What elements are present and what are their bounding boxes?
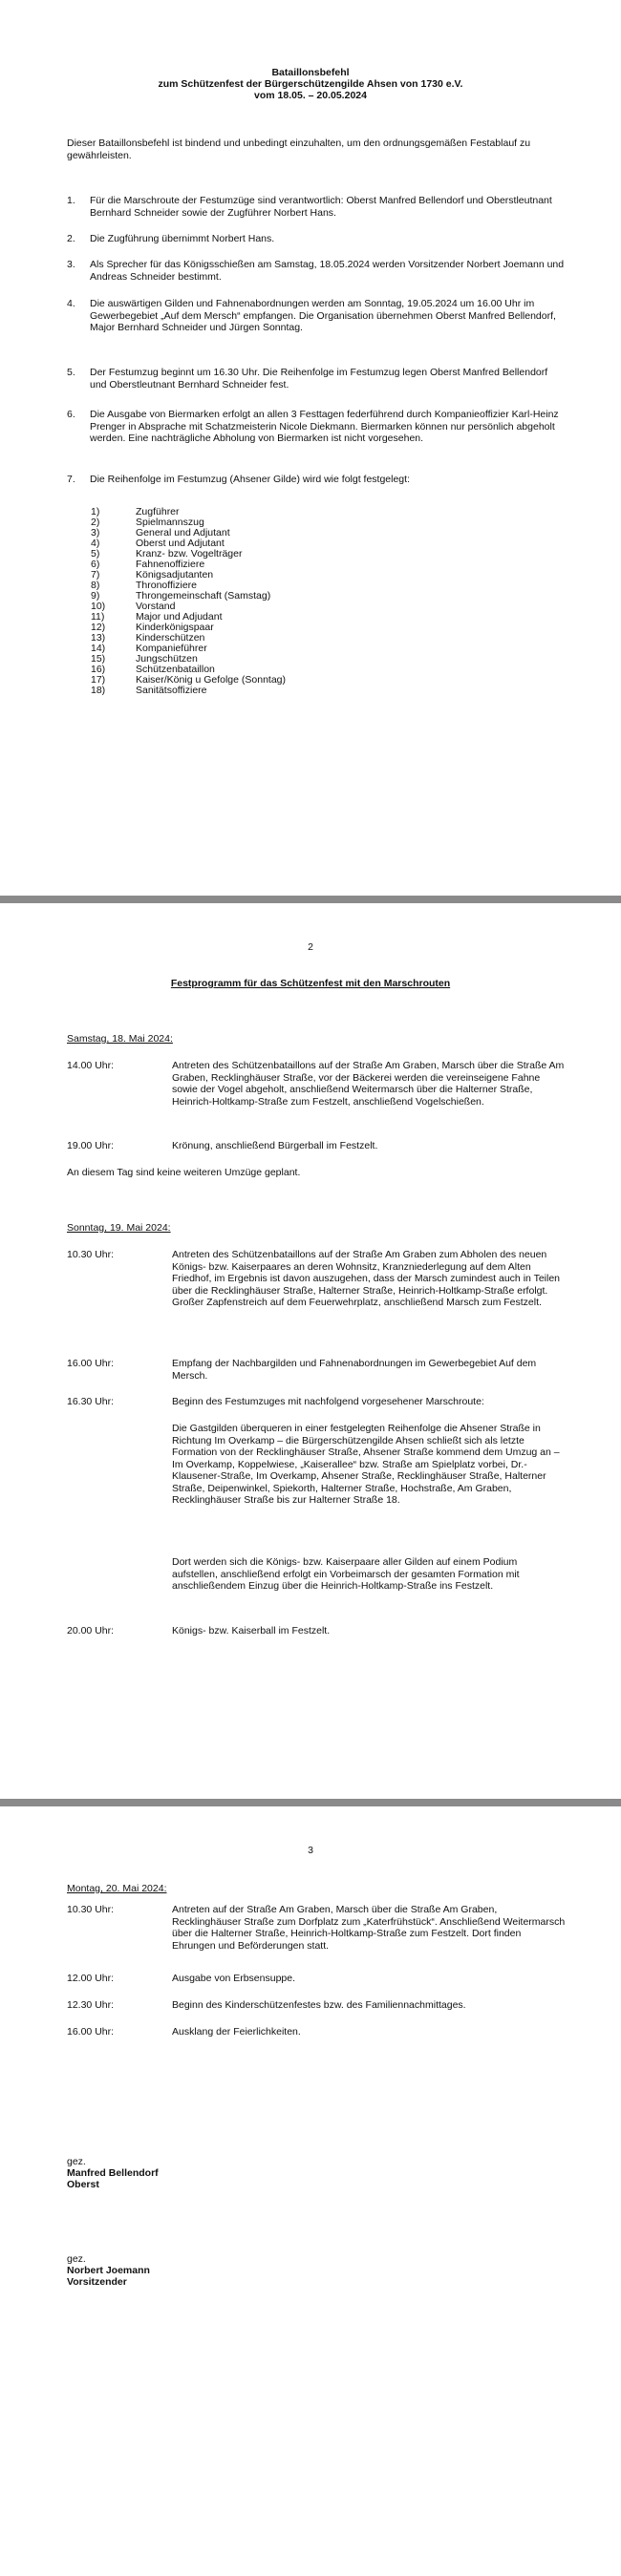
schedule-text: Antreten des Schützenbataillons auf der Straße Am Graben, Marsch über die Straße Am Graben, Recklinghäuser Straße, vor der Bäckerei werden die vereinseigene Fahne sowie der Vogel abgeholt, anschließend Weitermarsch über die Halterner Straße, Heinrich-Holtkamp-Straße zum Festzelt, anschließend Vogelschießen. [172,1060,565,1108]
order-label: Throngemeinschaft (Samstag) [136,590,271,602]
schedule-time: 20.00 Uhr: [67,1625,115,1636]
order-number: 17) [91,674,106,686]
order-number: 6) [91,559,100,570]
document-title-line-3: vom 18.05. – 20.05.2024 [254,90,367,101]
page-number: 2 [308,941,313,953]
item-number: 3. [67,259,75,270]
page-3 [0,1806,621,2576]
order-label: Schützenbataillon [136,664,215,675]
order-number: 14) [91,643,106,654]
item-text: Die Ausgabe von Biermarken erfolgt an allen 3 Festtagen federführend durch Kompanieoffizier Karl-Heinz Prenger in Absprache mit Schatzmeisterin Nicole Diekmann. Biermarken können nur persönlich abgeholt werden. Eine nachträgliche Abholung von Biermarken ist nicht vorgesehen. [90,409,559,444]
document-title-line-2: zum Schützenfest der Bürgerschützengilde Ahsen von 1730 e.V. [158,78,463,90]
schedule-text: Krönung, anschließend Bürgerball im Festzelt. [172,1140,378,1151]
route-paragraph: Die Gastgilden überqueren in einer festgelegten Reihenfolge die Ahsener Straße in Richtung Im Overkamp – die Bürgerschützengilde Ahsen schließt sich als letzte Formation von der Recklinghäuser Straße, Ahsener Straße kommend dem Umzug an – Im Overkamp, Koppelwiese, „Kaiserallee“ bzw. Straße am Spielplatz vorbei, Dr.-Klausener-Straße, Im Overkamp, Ahsener Straße, Recklinghäuser Straße, Halterner Straße, Deipenwinkel, Spiekorth, Halterner Straße, Hochstraße, Am Graben, Recklinghäuser Straße bis zur Halterner Straße 18. [172,1423,560,1506]
signature-name: Manfred Bellendorf [67,2167,159,2179]
schedule-time: 10.30 Uhr: [67,1249,115,1260]
order-number: 13) [91,632,106,644]
order-number: 4) [91,538,100,549]
page-separator [0,896,621,903]
schedule-time: 10.30 Uhr: [67,1904,115,1915]
signature-role: Vorsitzender [67,2276,127,2288]
item-text: Die Reihenfolge im Festumzug (Ahsener Gilde) wird wie folgt festgelegt: [90,474,410,485]
schedule-text: Königs- bzw. Kaiserball im Festzelt. [172,1625,331,1636]
order-number: 8) [91,580,100,591]
order-number: 1) [91,506,100,517]
order-number: 3) [91,527,100,538]
signature-role: Oberst [67,2179,99,2190]
item-number: 4. [67,298,75,309]
monday-heading: Montag, 20. Mai 2024: [67,1883,167,1894]
schedule-text: Antreten auf der Straße Am Graben, Marsch über die Straße Am Graben, Recklinghäuser Straße zum Dorfplatz zum „Katerfrühstück“. Anschließend Weitermarsch über die Halterner Straße, Heinrich-Holtkamp-Straße zum Festzelt. Dort finden Ehrungen und Beförderungen statt. [172,1904,566,1952]
order-number: 11) [91,611,105,623]
order-label: Thronoffiziere [136,580,198,591]
item-number: 1. [67,195,75,206]
order-number: 10) [91,601,106,612]
order-label: Kinderkönigspaar [136,622,214,633]
signature-gez: gez. [67,2253,86,2265]
schedule-time: 16.00 Uhr: [67,2026,115,2038]
order-label: Spielmannszug [136,517,204,528]
item-text: Für die Marschroute der Festumzüge sind verantwortlich: Oberst Manfred Bellendorf und Oberstleutnant Bernhard Schneider sowie der Zugführer Norbert Hans. [90,195,552,219]
page-1 [0,0,621,896]
sunday-heading: Sonntag, 19. Mai 2024: [67,1222,171,1234]
order-number: 15) [91,653,106,665]
order-label: Zugführer [136,506,180,517]
schedule-time: 16.30 Uhr: [67,1396,115,1407]
item-text: Der Festumzug beginnt um 16.30 Uhr. Die Reihenfolge im Festumzug legen Oberst Manfred Bellendorf und Oberstleutnant Bernhard Schneider fest. [90,367,548,391]
page-2 [0,903,621,1799]
order-number: 7) [91,569,100,581]
schedule-text: Beginn des Kinderschützenfestes bzw. des Familiennachmittages. [172,1999,466,2011]
order-number: 16) [91,664,106,675]
signature-name: Norbert Joemann [67,2265,150,2276]
schedule-text: Ausklang der Feierlichkeiten. [172,2026,301,2038]
item-number: 6. [67,409,75,420]
item-text: Die Zugführung übernimmt Norbert Hans. [90,233,275,244]
order-label: Oberst und Adjutant [136,538,225,549]
order-label: General und Adjutant [136,527,230,538]
order-label: Major und Adjudant [136,611,223,623]
document-title-line-1: Bataillonsbefehl [271,67,350,78]
order-label: Jungschützen [136,653,198,665]
order-number: 18) [91,685,106,696]
order-label: Sanitätsoffiziere [136,685,207,696]
intro-paragraph: Dieser Bataillonsbefehl ist bindend und unbedingt einzuhalten, um den ordnungsgemäßen Festablauf zu gewährleisten. [67,137,531,161]
route-paragraph: Dort werden sich die Königs- bzw. Kaiserpaare aller Gilden auf einem Podium aufstellen, anschließend erfolgt ein Vorbeimarsch der gesamten Formation mit anschließendem Einzug über die Heinrich-Holtkamp-Straße ins Festzelt. [172,1556,520,1592]
schedule-text: Beginn des Festumzuges mit nachfolgend vorgesehener Marschroute: [172,1396,484,1407]
schedule-time: 12.30 Uhr: [67,1999,115,2011]
schedule-text: Empfang der Nachbargilden und Fahnenabordnungen im Gewerbegebiet Auf dem Mersch. [172,1358,537,1382]
schedule-time: 12.00 Uhr: [67,1973,115,1984]
order-label: Vorstand [136,601,176,612]
page-separator [0,1799,621,1806]
order-number: 5) [91,548,100,560]
order-label: Kinderschützen [136,632,205,644]
schedule-time: 16.00 Uhr: [67,1358,115,1369]
item-text: Die auswärtigen Gilden und Fahnenabordnungen werden am Sonntag, 19.05.2024 um 16.00 Uhr im Gewerbegebiet „Auf dem Mersch“ empfangen. Die Organisation übernehmen Oberst Manfred Bellendorf, Major Bernhard Schneider und Jürgen Sonntag. [90,298,556,333]
saturday-note: An diesem Tag sind keine weiteren Umzüge geplant. [67,1167,301,1178]
schedule-time: 14.00 Uhr: [67,1060,115,1071]
signature-gez: gez. [67,2156,86,2167]
item-text: Als Sprecher für das Königsschießen am Samstag, 18.05.2024 werden Vorsitzender Norbert Joemann und Andreas Schneider bestimmt. [90,259,565,283]
page-number: 3 [308,1845,313,1856]
order-label: Kompanieführer [136,643,207,654]
program-heading: Festprogramm für das Schützenfest mit den Marschrouten [170,978,451,989]
schedule-text: Antreten des Schützenbataillons auf der Straße Am Graben zum Abholen des neuen Königs- bzw. Kaiserpaares an deren Wohnsitz, Kranzniederlegung auf dem Alten Friedhof, im Ergebnis ist davon auszugehen, dass der Marsch zumindest auch in Teilen über die Recklinghäuser Straße, Halterner Straße, Heinrich-Holtkamp-Straße erfolgt. Großer Zapfenstreich auf dem Feuerwehrplatz, anschließend Marsch zum Festzelt. [172,1249,561,1308]
order-label: Kranz- bzw. Vogelträger [136,548,243,560]
schedule-time: 19.00 Uhr: [67,1140,115,1151]
order-label: Fahnenoffiziere [136,559,205,570]
order-label: Königsadjutanten [136,569,214,581]
order-number: 2) [91,517,100,528]
order-number: 9) [91,590,100,602]
order-number: 12) [91,622,106,633]
item-number: 5. [67,367,75,378]
item-number: 2. [67,233,75,244]
saturday-heading: Samstag, 18. Mai 2024: [67,1033,173,1045]
schedule-text: Ausgabe von Erbsensuppe. [172,1973,296,1984]
order-label: Kaiser/König u Gefolge (Sonntag) [136,674,287,686]
item-number: 7. [67,474,75,485]
